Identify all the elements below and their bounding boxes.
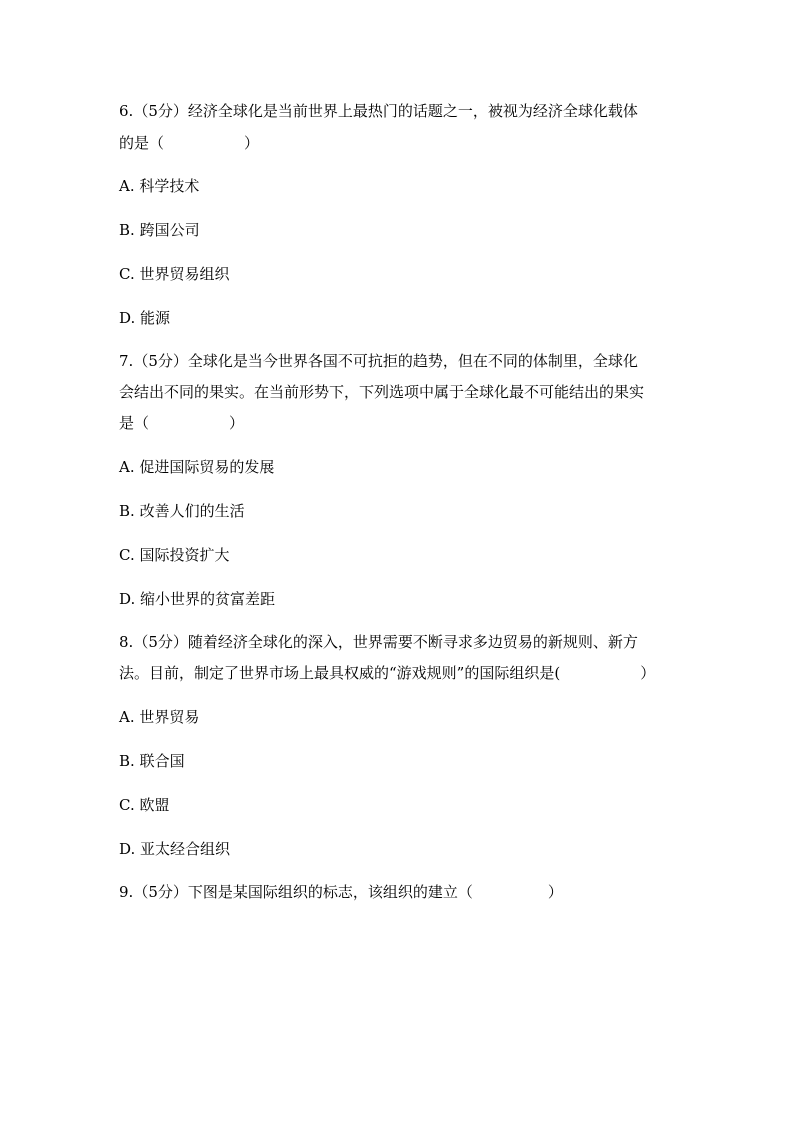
option-letter: B. (119, 752, 135, 770)
option-letter: D. (119, 840, 136, 858)
option-text: 国际投资扩大 (139, 546, 230, 564)
option-letter: A. (119, 708, 135, 726)
option-text: 世界贸易组织 (139, 265, 230, 283)
close-paren: ） (547, 883, 563, 901)
option-text: 世界贸易 (139, 708, 200, 726)
question-7-option-a (119, 457, 274, 477)
question-7-option-d (119, 589, 275, 609)
option-text: 改善人们的生活 (139, 502, 245, 520)
close-paren: ） (229, 414, 245, 432)
question-7-option-b (119, 501, 245, 521)
question-8-text: 随着经济全球化的深入，世界需要不断寻求多边贸易的新规则、新方 (187, 633, 638, 651)
option-letter: A. (119, 177, 135, 195)
question-8-option-b (119, 751, 185, 771)
question-6-text: 的是（ (119, 134, 165, 152)
option-text: 能源 (140, 309, 171, 327)
question-7-stem-line-2 (119, 382, 644, 402)
option-letter: D. (119, 590, 136, 608)
question-8-stem-line-1 (119, 632, 638, 652)
option-letter: B. (119, 502, 135, 520)
option-text: 欧盟 (139, 796, 170, 814)
option-text: 缩小世界的贫富差距 (140, 590, 276, 608)
question-9-text: 下图是某国际组织的标志，该组织的建立（ (187, 883, 473, 901)
question-9-number: 9. (119, 883, 134, 901)
question-8-number: 8. (119, 633, 134, 651)
close-paren: ） (244, 134, 260, 152)
question-6-number: 6. (119, 102, 134, 120)
option-letter: A. (119, 458, 135, 476)
question-7-option-c (119, 545, 230, 565)
question-8-option-d (119, 839, 230, 859)
question-7-score: （5分） (133, 352, 188, 370)
option-letter: C. (119, 546, 135, 564)
question-6-option-a (119, 176, 199, 196)
option-text: 促进国际贸易的发展 (139, 458, 275, 476)
close-paren: ） (640, 664, 656, 682)
question-8-option-a (119, 707, 199, 727)
question-7-text: 是（ (119, 414, 150, 432)
question-9-score: （5分） (133, 883, 188, 901)
question-8-text: 法。目前，制定了世界市场上最具权威的“游戏规则”的国际组织是( (119, 664, 561, 682)
question-7-stem-line-3 (119, 413, 244, 433)
question-8-stem-line-2 (119, 663, 655, 683)
question-7-stem-line-1 (119, 351, 638, 371)
option-letter: C. (119, 265, 135, 283)
option-text: 亚太经合组织 (140, 840, 231, 858)
option-letter: B. (119, 221, 135, 239)
question-6-score: （5分） (133, 102, 188, 120)
option-text: 跨国公司 (139, 221, 200, 239)
question-8-option-c (119, 795, 170, 815)
question-6-option-c (119, 264, 230, 284)
question-7-number: 7. (119, 352, 134, 370)
question-6-text: 经济全球化是当前世界上最热门的话题之一，被视为经济全球化载体 (187, 102, 638, 120)
question-7-text: 全球化是当今世界各国不可抗拒的趋势，但在不同的体制里，全球化 (187, 352, 638, 370)
question-6-stem-line-2 (119, 133, 259, 153)
question-6-stem-line-1 (119, 101, 638, 121)
option-letter: C. (119, 796, 135, 814)
question-9-stem-line-1 (119, 882, 563, 902)
question-8-score: （5分） (133, 633, 188, 651)
question-6-option-b (119, 220, 200, 240)
question-7-text: 会结出不同的果实。在当前形势下，下列选项中属于全球化最不可能结出的果实 (119, 383, 645, 401)
option-text: 联合国 (139, 752, 185, 770)
option-text: 科学技术 (139, 177, 200, 195)
question-6-option-d (119, 308, 170, 328)
option-letter: D. (119, 309, 136, 327)
